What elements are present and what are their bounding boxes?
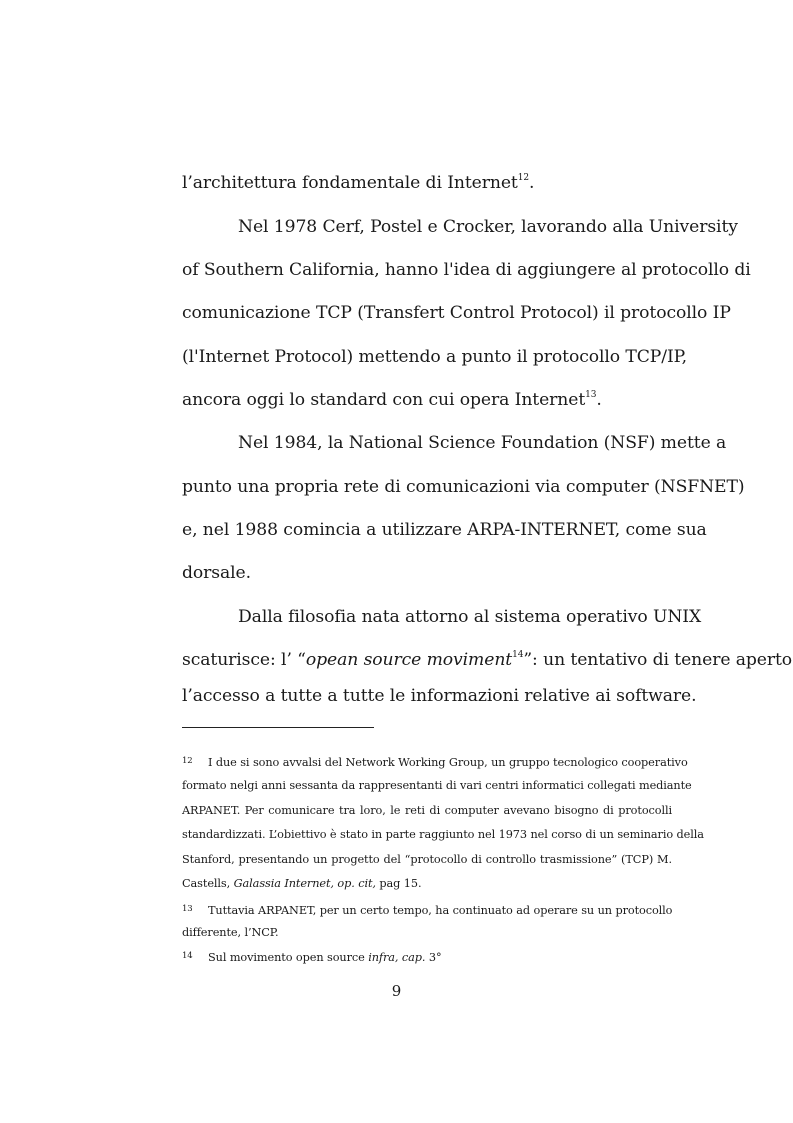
body-line: dorsale. xyxy=(182,563,251,583)
footnote-number: 13 xyxy=(182,904,193,914)
page-number: 9 xyxy=(391,982,402,1000)
body-line: e, nel 1988 comincia a utilizzare ARPA-INTERNET, come sua xyxy=(182,520,707,540)
body-line: l’architettura fondamentale di Internet$^{12}$. xyxy=(182,173,535,193)
footnote-line: ARPANET. Per comunicare tra loro, le reti di computer avevano bisogno di protocolli xyxy=(182,804,672,817)
body-line: ancora oggi lo standard con cui opera Internet$^{13}$. xyxy=(182,390,602,410)
footnote-ref-12[interactable]: 12 xyxy=(517,173,529,183)
body-line: l’accesso a tutte a tutte le informazioni relative ai software. xyxy=(182,686,697,706)
body-line: comunicazione TCP (Transfert Control Protocol) il protocollo IP xyxy=(182,303,731,323)
body-line: (l'Internet Protocol) mettendo a punto il protocollo TCP/IP, xyxy=(182,347,687,367)
body-line: punto una propria rete di comunicazioni via computer (NSFNET) xyxy=(182,477,745,497)
footnote-line: Stanford, presentando un progetto del “protocollo di controllo trasmissione” (TCP) M. xyxy=(182,853,672,866)
footnote-line: standardizzati. L’obiettivo è stato in parte raggiunto nel 1973 nel corso di un seminario della xyxy=(182,828,704,841)
footnote-number: 14 xyxy=(182,951,193,961)
body-line: Dalla filosofia nata attorno al sistema operativo UNIX xyxy=(238,607,702,627)
body-line: of Southern California, hanno l'idea di aggiungere al protocollo di xyxy=(182,260,751,280)
body-line: scaturisce: l’ “opean source moviment$^{14}$”: un tentativo di tenere aperto xyxy=(182,650,793,670)
footnote-ref-14[interactable]: 14 xyxy=(512,650,524,660)
footnote-line: Castells, Galassia Internet, op. cit, pag 15. xyxy=(182,877,422,890)
footnote-number: 12 xyxy=(182,756,193,766)
footnote-line: differente, l’NCP. xyxy=(182,926,279,939)
footnote-separator xyxy=(182,727,374,728)
footnote-12: 12 I due si sono avvalsi del Network Working Group, un gruppo tecnologico cooperativo xyxy=(182,753,688,769)
footnote-ref-13[interactable]: 13 xyxy=(585,390,597,400)
body-line: Nel 1984, la National Science Foundation (NSF) mette a xyxy=(238,433,727,453)
footnote-13: 13 Tuttavia ARPANET, per un certo tempo, ha continuato ad operare su un protocollo xyxy=(182,901,672,917)
footnote-14: 14 Sul movimento open source infra, cap. 3° xyxy=(182,948,442,964)
footnote-line: formato nelgi anni sessanta da rappresentanti di vari centri informatici collegati mediante xyxy=(182,779,692,792)
body-line: Nel 1978 Cerf, Postel e Crocker, lavorando alla University xyxy=(238,217,738,237)
